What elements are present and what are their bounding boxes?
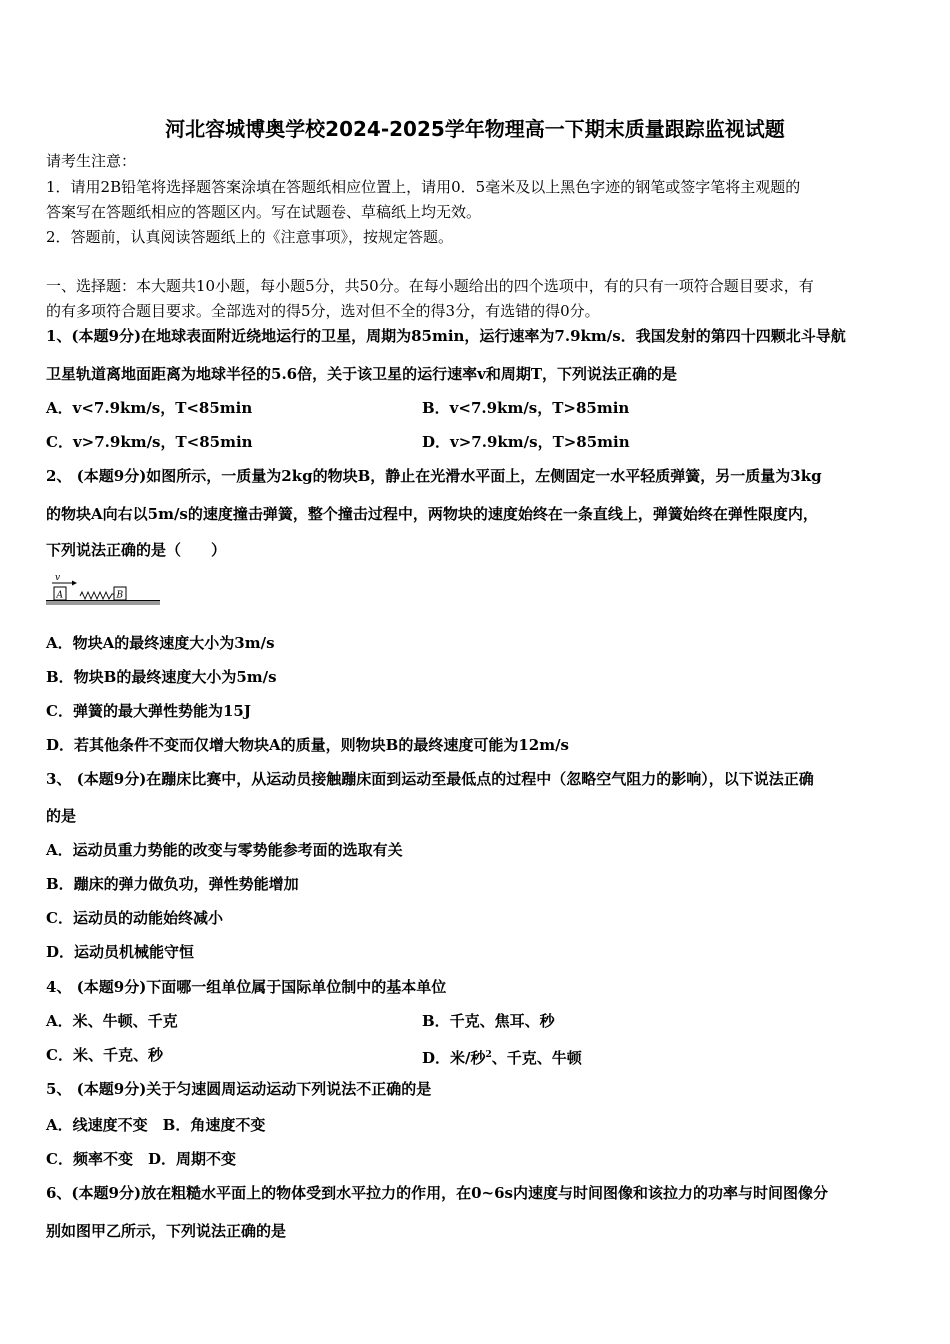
page-title: 河北容城博奥学校2024-2025学年物理高一下期末质量跟踪监视试题 [165,117,785,141]
notice-item2: 2．答题前，认真阅读答题纸上的《注意事项》，按规定答题。 [46,228,454,246]
q2-figure-velocity-label: v [55,573,61,583]
q2-figure-spring [80,592,114,599]
notice-item1-line1: 1．请用2B铅笔将选择题答案涂填在答题纸相应位置上，请用0．5毫米及以上黑色字迹的钢笔或签字笔将主观题的 [46,178,801,196]
q3-stem-line2: 的是 [46,807,77,825]
q2-option-b: B．物块B的最终速度大小为5m/s [46,668,277,686]
q5-options-cd: C．频率不变 D．周期不变 [46,1150,236,1168]
section-intro-line2: 的有多项符合题目要求。全部选对的得5分，选对但不全的得3分，有选错的得0分。 [46,302,600,320]
q4-option-c: C．米、千克、秒 [46,1046,163,1064]
notice-item1-line2: 答案写在答题纸相应的答题区内。写在试题卷、草稿纸上均无效。 [46,203,482,221]
q5-stem: 5、 (本题9分)关于匀速圆周运动运动下列说法不正确的是 [46,1080,432,1098]
q2-figure-ground-hatch [46,601,160,605]
section-intro-line1: 一、选择题：本大题共10小题，每小题5分，共50分。在每小题给出的四个选项中，有的只有一项符合题目要求，有 [46,277,814,295]
q2-figure-arrow-head [72,581,77,586]
q5-options-ab: A．线速度不变 B．角速度不变 [46,1116,266,1134]
q1-stem-line1: 1、(本题9分)在地球表面附近绕地运行的卫星，周期为85min，运行速率为7.9km/s．我国发射的第四十四颗北斗导航 [46,327,846,345]
q1-option-c: C．v>7.9km/s，T<85min [46,433,253,451]
q4-stem: 4、 (本题9分)下面哪一组单位属于国际单位制中的基本单位 [46,978,447,996]
q2-figure-block-a-label: A [56,590,63,601]
q3-stem-line1: 3、 (本题9分)在蹦床比赛中，从运动员接触蹦床面到运动至最低点的过程中（忽略空气阻力的影响），以下说法正确 [46,770,814,788]
q1-options-row2 [46,432,906,452]
q4-option-a: A．米、牛顿、千克 [46,1012,178,1030]
q3-option-a: A．运动员重力势能的改变与零势能参考面的选取有关 [46,841,403,859]
notice-heading: 请考生注意： [46,152,137,170]
q2-option-d: D．若其他条件不变而仅增大物块A的质量，则物块B的最终速度可能为12m/s [46,736,569,754]
q1-stem-line2: 卫星轨道离地面距离为地球半径的5.6倍，关于该卫星的运行速率v和周期T，下列说法正确的是 [46,365,677,383]
q6-stem-line2: 别如图甲乙所示，下列说法正确的是 [46,1222,287,1240]
q3-option-d: D．运动员机械能守恒 [46,943,195,961]
q4-option-d-suffix: 、千克、牛顿 [491,1049,582,1067]
q2-option-a: A．物块A的最终速度大小为3m/s [46,634,275,652]
q4-option-d [422,1045,582,1068]
q2-figure-block-b-label: B [116,590,124,601]
q4-option-d-superscript: 2 [485,1050,492,1060]
q2-option-c: C．弹簧的最大弹性势能为15J [46,702,251,720]
q1-options-row1 [46,398,906,418]
q1-option-a: A．v<7.9km/s，T<85min [46,399,253,417]
q2-stem-line1: 2、 (本题9分)如图所示，一质量为2kg的物块B，静止在光滑水平面上，左侧固定一水平轻质弹簧，另一质量为3kg [46,467,822,485]
q2-figure-spring-blocks [44,572,162,608]
q3-option-c: C．运动员的动能始终减小 [46,909,223,927]
q1-option-d: D．v>7.9km/s，T>85min [422,433,630,451]
q2-stem-line2: 的物块A向右以5m/s的速度撞击弹簧，整个撞击过程中，两物块的速度始终在一条直线上，弹簧始终在弹性限度内， [46,505,818,523]
q1-option-b: B．v<7.9km/s，T>85min [422,399,630,417]
q4-options-row2 [46,1045,906,1065]
q4-option-d-prefix: D．米/秒 [422,1049,486,1067]
q4-options-row1 [46,1011,906,1031]
q3-option-b: B．蹦床的弹力做负功，弹性势能增加 [46,875,299,893]
q4-option-b: B．千克、焦耳、秒 [422,1012,555,1030]
q2-stem-line3: 下列说法正确的是（ ） [46,541,227,559]
q6-stem-line1: 6、(本题9分)放在粗糙水平面上的物体受到水平拉力的作用，在0~6s内速度与时间图像和该拉力的功率与时间图像分 [46,1184,828,1202]
